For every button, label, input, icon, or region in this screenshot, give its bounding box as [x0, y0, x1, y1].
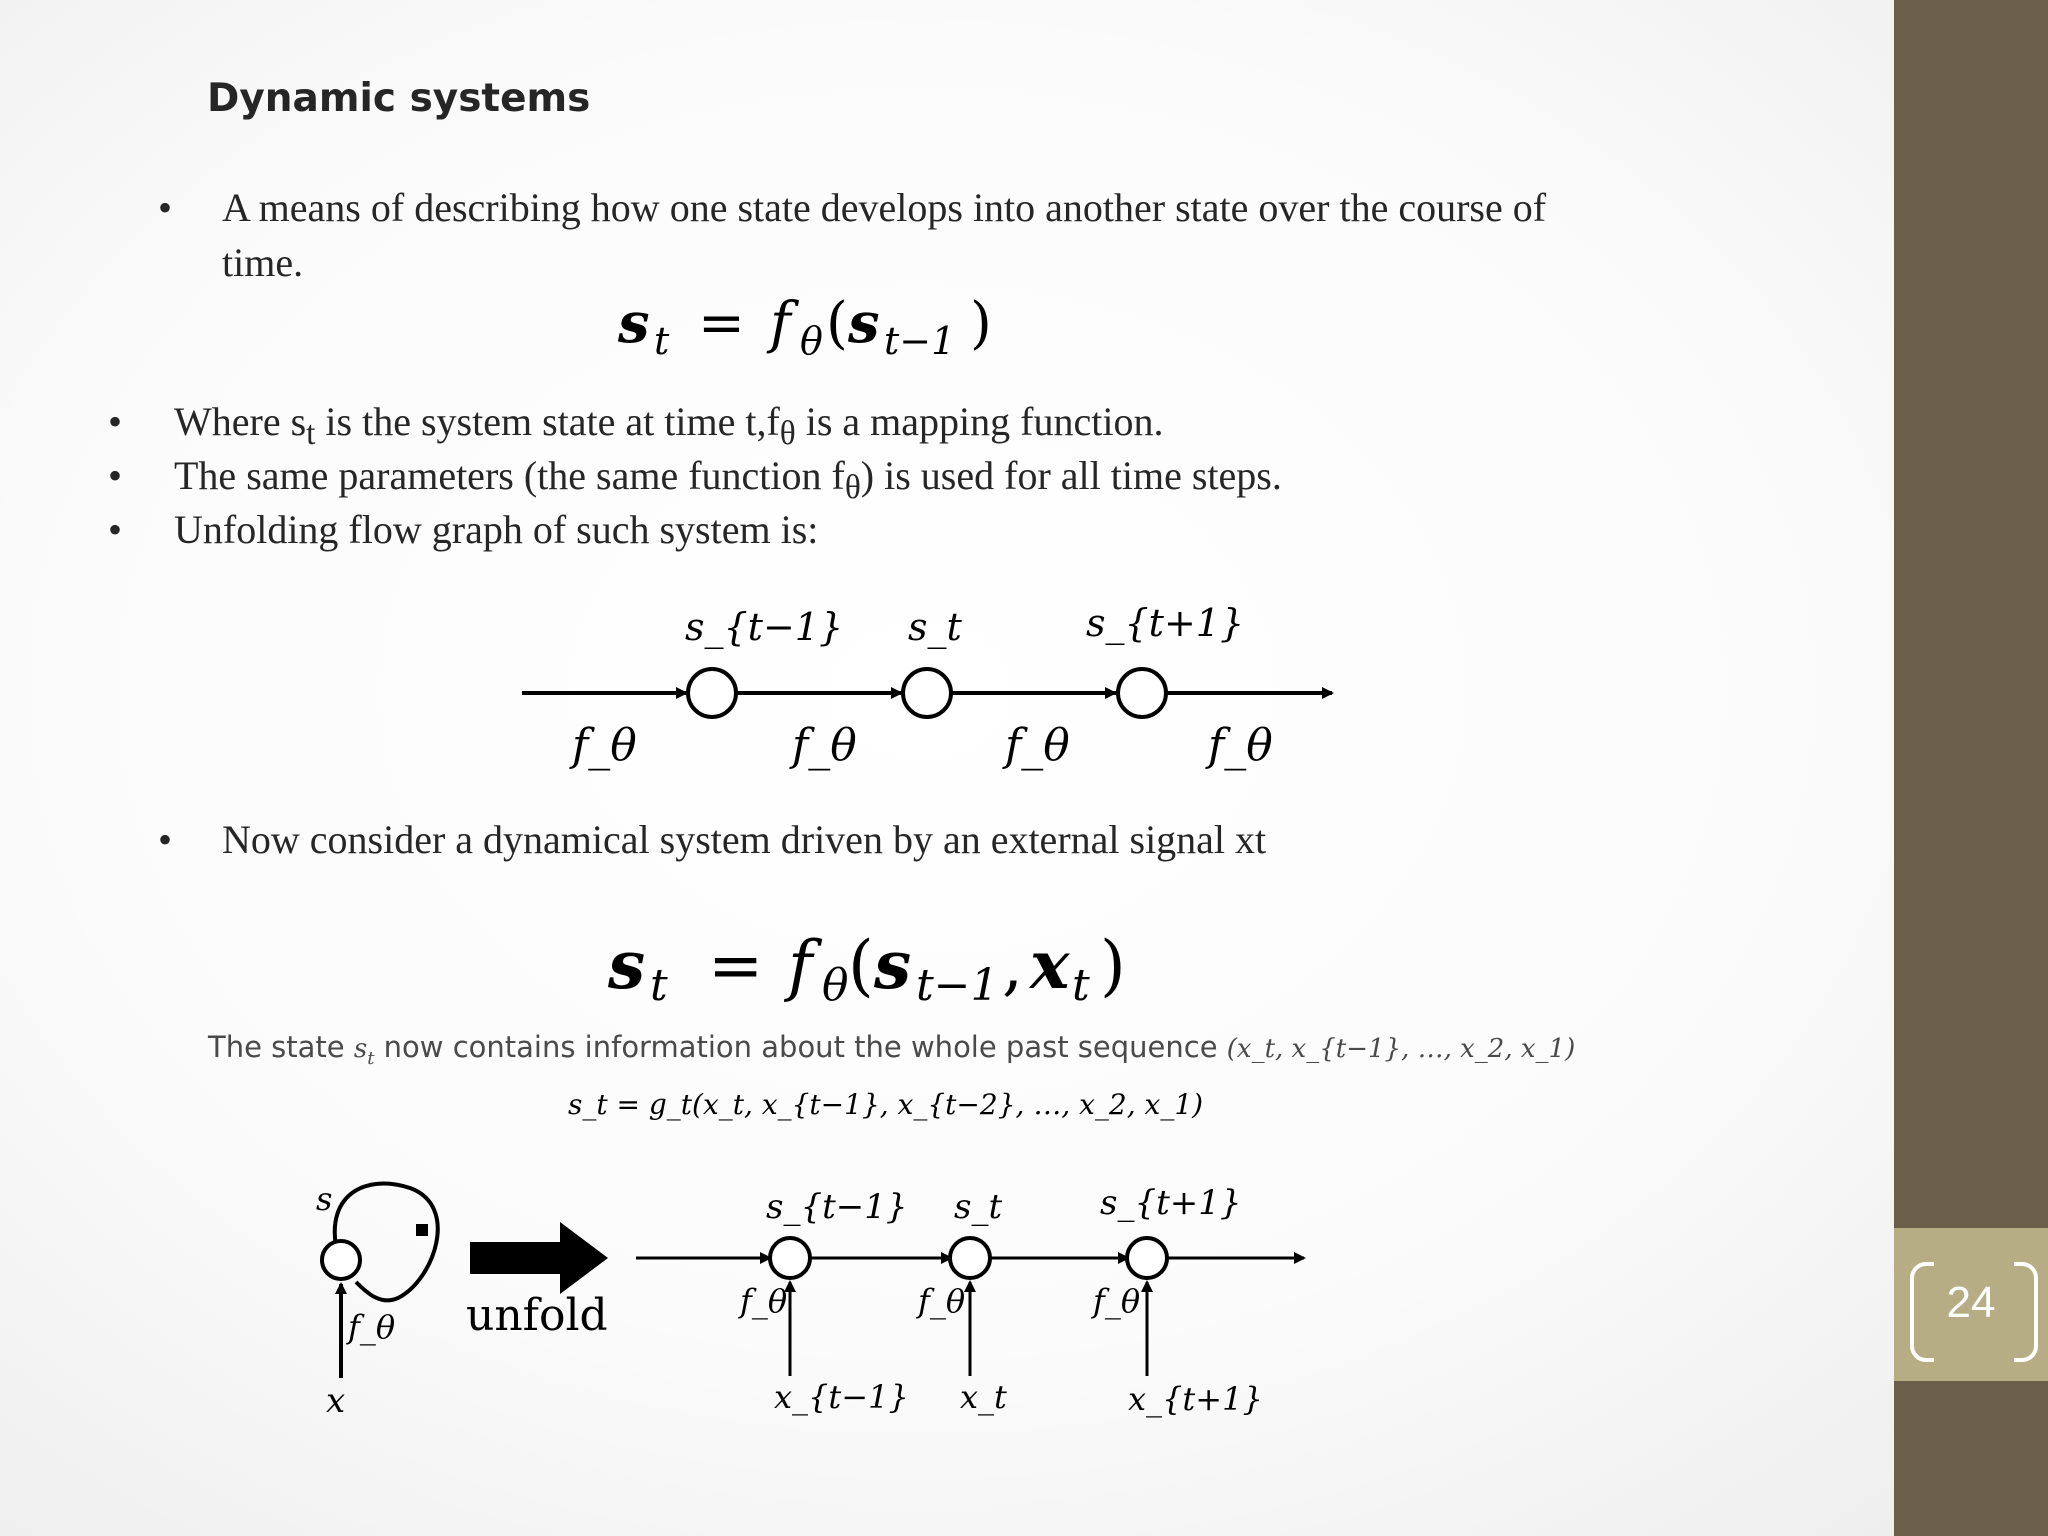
- edge-label-1: f_θ: [572, 720, 637, 771]
- input-label-t: x_t: [960, 1378, 1007, 1416]
- edge-label-3: f_θ: [1005, 720, 1070, 771]
- eq2-s2: s: [874, 926, 912, 1004]
- bullet-dot: •: [108, 453, 123, 498]
- unfold-arrow: [470, 1222, 608, 1294]
- unfolded-label-t-plus-1: s_{t+1}: [1100, 1183, 1242, 1223]
- eq2-t: t: [650, 960, 668, 1011]
- eq2-x: x: [1030, 926, 1070, 1004]
- page-number: 24: [1946, 1278, 1996, 1327]
- eq1-s2: s: [848, 290, 880, 356]
- unfold-label: unfold: [466, 1290, 608, 1341]
- bullet-4-text: Unfolding flow graph of such system is:: [174, 507, 819, 552]
- bullet-3-text: The same parameters (the same function $f_\theta$) is used for all time steps.: [174, 453, 1282, 506]
- unfolded-label-t: s_t: [954, 1187, 1003, 1227]
- slide-title: Dynamic systems: [207, 76, 591, 121]
- eq1-t: t: [654, 319, 670, 363]
- eq2-comma: ,: [1002, 927, 1023, 1004]
- eq1-rparen: ): [970, 291, 992, 356]
- edge-label-2: f_θ: [792, 720, 857, 771]
- state-caption: The state $s_t$ now contains information about the whole past sequence (x_t, x_{t−1}, …, x_2, x_1): [208, 1030, 1576, 1069]
- bullet-dot: •: [158, 817, 173, 862]
- bullet-dot: •: [108, 507, 123, 552]
- unfolded-label-t-minus-1: s_{t−1}: [766, 1187, 908, 1227]
- bullet-2-text: Where $s_t$ is the system state at time $t,f_\theta$ is a mapping function.: [174, 399, 1164, 452]
- unfolded-node-t-minus-1: [770, 1238, 810, 1278]
- edge-label-4: f_θ: [1208, 720, 1273, 771]
- eq2-sub2: t: [1072, 960, 1090, 1011]
- eq2-s: s: [608, 926, 646, 1004]
- folded-node-label: s: [316, 1180, 333, 1218]
- input-label-t-plus-1: x_{t+1}: [1128, 1380, 1263, 1418]
- loop-delay-square: [416, 1224, 428, 1236]
- eq1-lparen: (: [826, 291, 848, 356]
- eq1-theta: θ: [800, 319, 823, 363]
- eq1-equals: =: [698, 291, 745, 356]
- state-node-t: [903, 669, 951, 717]
- eq2-rparen: ): [1100, 927, 1126, 1004]
- eq2-f: f: [788, 927, 813, 1004]
- unfolded-edge-label-3: f_θ: [1093, 1282, 1141, 1320]
- equation-2: [590, 910, 1190, 1020]
- eq1-s: s: [618, 290, 650, 356]
- bullet-5-text: Now consider a dynamical system driven by an external signal xt: [222, 817, 1267, 862]
- unfolded-edge-label-2: f_θ: [918, 1282, 966, 1320]
- bullet-dot: •: [108, 399, 123, 444]
- node-label-t-minus-1: s_{t−1}: [685, 605, 844, 649]
- node-label-t-plus-1: s_{t+1}: [1086, 601, 1245, 645]
- node-label-t: s_t: [908, 605, 962, 649]
- equation-1: [600, 280, 1040, 370]
- equation-3: [560, 1080, 1204, 1130]
- eq2-lparen: (: [848, 927, 874, 1004]
- unfolded-edge-label-1: f_θ: [740, 1282, 788, 1320]
- eq1-f: f: [770, 291, 791, 356]
- unfolded-node-t-plus-1: [1127, 1238, 1167, 1278]
- unfold-diagram: [200, 1170, 1360, 1440]
- eq2-equals: =: [708, 927, 764, 1004]
- bullet-1-text: A means of describing how one state develops into another state over the course of time.: [222, 185, 1547, 285]
- unfolded-node-t: [950, 1238, 990, 1278]
- folded-input-label: x: [326, 1381, 346, 1421]
- bullet-dot: •: [158, 185, 173, 230]
- eq1-sub: t−1: [884, 319, 956, 363]
- folded-state-node: [322, 1241, 360, 1279]
- eq3-text: s_t = g_t(x_t, x_{t−1}, x_{t−2}, …, x_2, x_1): [568, 1088, 1204, 1121]
- flow-graph-diagram: [500, 590, 1360, 790]
- state-node-t-plus-1: [1118, 669, 1166, 717]
- folded-edge-label: f_θ: [348, 1308, 396, 1346]
- state-node-t-minus-1: [688, 669, 736, 717]
- input-label-t-minus-1: x_{t−1}: [774, 1378, 909, 1416]
- eq2-sub1: t−1: [916, 960, 999, 1011]
- eq2-theta: θ: [822, 960, 849, 1011]
